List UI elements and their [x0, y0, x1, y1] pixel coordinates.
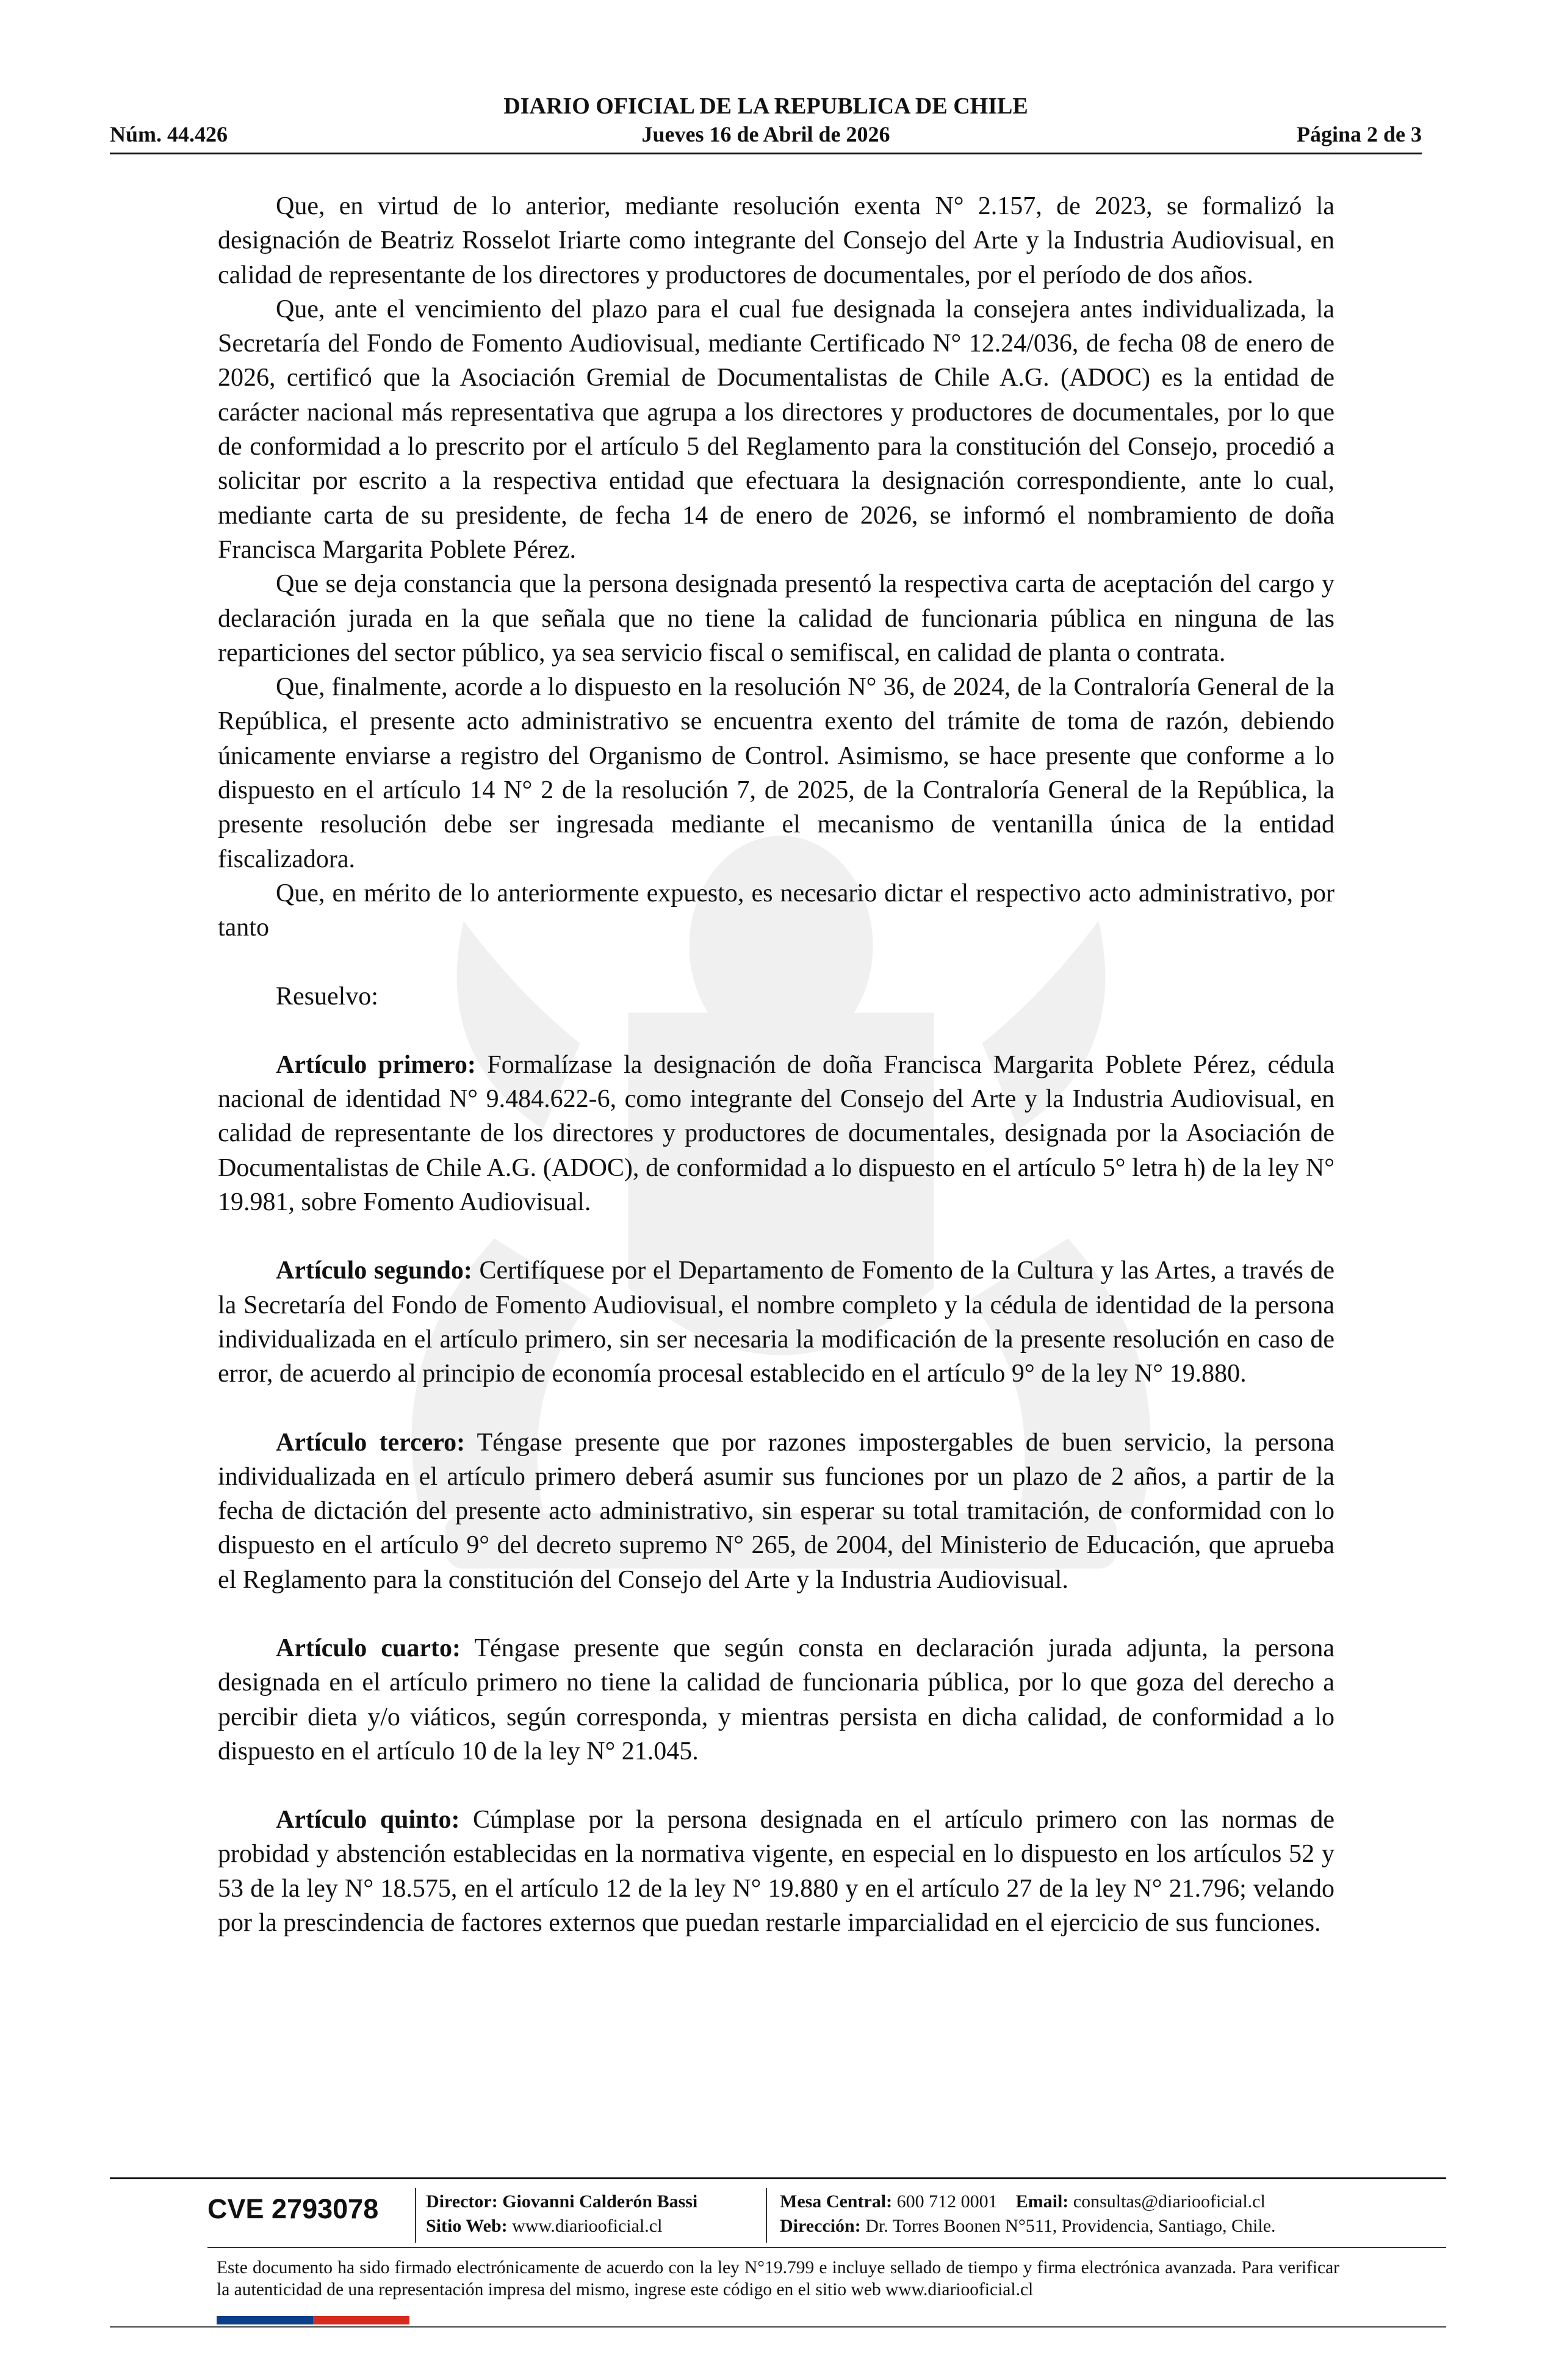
article-heading: Artículo primero:: [276, 1050, 476, 1079]
page-number: Página 2 de 3: [1296, 122, 1422, 146]
address-text: Dr. Torres Boonen N°511, Providencia, Santiago, Chile.: [865, 2216, 1276, 2236]
address-label: Dirección:: [780, 2216, 861, 2236]
footer-divider: [766, 2188, 767, 2243]
paragraph: Que, en virtud de lo anterior, mediante resolución exenta N° 2.157, de 2023, se formalizó la designación de Beatriz Rosselot Iriarte como integrante del Consejo del Arte y la Industria Audiovisual, en calidad de representante de los directores y productores de documentales, por el período de dos años.: [218, 192, 1334, 289]
paragraph: Que, en mérito de lo anteriormente expuesto, es necesario dictar el respectivo acto administrativo, por tanto: [218, 879, 1334, 942]
article-heading: Artículo quinto:: [276, 1806, 460, 1834]
footer-bottom-rule: [110, 2326, 1446, 2328]
article-quinto: [218, 1803, 1334, 1940]
footer-director-block: [426, 2190, 697, 2238]
header-rule: [110, 153, 1422, 154]
article-text: Téngase presente que por razones impostergables de buen servicio, la persona individualizada en el artículo primero deberá asumir sus funciones por un plazo de 2 años, a partir de la fecha de dictación del presente acto administrativo, sin esperar su total tramitación, de conformidad con lo dispuesto en el artículo 9° del decreto supremo N° 265, de 2004, del Ministerio de Educación, que aprueba el Reglamento para la constitución del Consejo del Arte y la Industria Audiovisual.: [218, 1428, 1334, 1594]
website-link[interactable]: www.diariooficial.cl: [512, 2216, 663, 2236]
cve-code: CVE 2793078: [207, 2193, 379, 2224]
article-cuarto: [218, 1631, 1334, 1769]
article-heading: Artículo tercero:: [276, 1428, 466, 1457]
footer-contact-block: [780, 2190, 1276, 2238]
article-primero: [218, 1048, 1334, 1219]
article-heading: Artículo segundo:: [276, 1257, 472, 1285]
flag-stripe-blue: [217, 2316, 313, 2324]
issue-date: Jueves 16 de Abril de 2026: [641, 122, 890, 146]
article-tercero: [218, 1426, 1334, 1597]
resolvelo-heading: Resuelvo:: [276, 982, 378, 1011]
article-segundo: [218, 1253, 1334, 1391]
paragraph: Que se deja constancia que la persona designada presentó la respectiva carta de aceptación del cargo y declaración jurada en la que señala que no tiene la calidad de funcionaria pública en ninguna de las reparticiones del sector público, ya sea servicio fiscal o semifiscal, en calidad de planta o contrata.: [218, 570, 1334, 667]
flag-stripe-red: [313, 2316, 409, 2324]
email-label: Email:: [1015, 2191, 1069, 2212]
footer-top-rule: [110, 2177, 1446, 2179]
phone-label: Mesa Central:: [780, 2191, 893, 2212]
header-row: [110, 121, 1422, 148]
newspaper-title: DIARIO OFICIAL DE LA REPUBLICA DE CHILE: [503, 93, 1028, 119]
paragraph: Que, ante el vencimiento del plazo para el cual fue designada la consejera antes individualizada, la Secretaría del Fondo de Fomento Audiovisual, mediante Certificado N° 12.24/036, de fecha 08 de enero de 2026, certificó que la Asociación Gremial de Documentalistas de Chile A.G. (ADOC) es la entidad de carácter nacional más representativa que agrupa a los directores y productores de documentales, por lo que de conformidad a lo prescrito por el artículo 5 del Reglamento para la constitución del Consejo, procedió a solicitar por escrito a la respectiva entidad que efectuara la designación correspondiente, ante lo cual, mediante carta de su presidente, de fecha 14 de enero de 2026, se informó el nombramiento de doña Francisca Margarita Poblete Pérez.: [218, 295, 1334, 564]
website-label: Sitio Web:: [426, 2216, 508, 2236]
article-text: Formalízase la designación de doña Francisca Margarita Poblete Pérez, cédula nacional de identidad N° 9.484.622-6, como integrante del Consejo del Arte y la Industria Audiovisual, en calidad de representante de los directores y productores de documentales, designada por la Asociación de Documentalistas de Chile A.G. (ADOC), de conformidad a lo dispuesto en el artículo 5° letra h) de la ley N° 19.981, sobre Fomento Audiovisual.: [218, 1050, 1334, 1217]
director-label: Director:: [426, 2191, 498, 2212]
phone-number: 600 712 0001: [896, 2191, 998, 2212]
electronic-signature-notice: Este documento ha sido firmado electrónicamente de acuerdo con la ley N°19.799 e incluye sellado de tiempo y firma electrónica avanzada. Para verificar la autenticidad de una representación impresa del mismo, ingrese este código en el sitio web www.diariooficial.cl: [217, 2258, 1339, 2299]
document-body: [218, 189, 1334, 1940]
article-text: Téngase presente que según consta en declaración jurada adjunta, la persona designada en el artículo primero no tiene la calidad de funcionaria pública, por lo que goza del derecho a percibir dieta y/o viáticos, según corresponda, y mientras persista en dicha calidad, de conformidad a lo dispuesto en el artículo 10 de la ley N° 21.045.: [218, 1634, 1334, 1765]
issue-number: Núm. 44.426: [110, 122, 228, 146]
footer-divider: [415, 2188, 416, 2243]
article-text: Cúmplase por la persona designada en el artículo primero con las normas de probidad y abstención establecidas en la normativa vigente, en especial en lo dispuesto en los artículos 52 y 53 de la ley N° 18.575, en el artículo 12 de la ley N° 19.880 y en el artículo 27 de la ley N° 21.796; velando por la prescindencia de factores externos que puedan restarle imparcialidad en el ejercicio de sus funciones.: [218, 1806, 1335, 1938]
article-text: Certifíquese por el Departamento de Fomento de la Cultura y las Artes, a través de la Secretaría del Fondo de Fomento Audiovisual, el nombre completo y la cédula de identidad de la persona individualizada en el artículo primero, sin ser necesaria la modificación de la presente resolución en caso de error, de acuerdo al principio de economía procesal establecido en el artículo 9° de la ley N° 19.880.: [218, 1257, 1334, 1388]
email-link[interactable]: consultas@diariooficial.cl: [1073, 2191, 1266, 2212]
footer-mid-rule: [207, 2247, 1446, 2248]
director-name: Giovanni Calderón Bassi: [502, 2191, 698, 2212]
article-heading: Artículo cuarto:: [276, 1634, 461, 1662]
paragraph: Que, finalmente, acorde a lo dispuesto en la resolución N° 36, de 2024, de la Contraloría General de la República, el presente acto administrativo se encuentra exento del trámite de toma de razón, debiendo únicamente enviarse a registro del Organismo de Control. Asimismo, se hace presente que conforme a lo dispuesto en el artículo 14 N° 2 de la resolución 7, de 2025, de la Contraloría General de la República, la presente resolución debe ser ingresada mediante el mecanismo de ventanilla única de la entidad fiscalizadora.: [218, 673, 1334, 873]
